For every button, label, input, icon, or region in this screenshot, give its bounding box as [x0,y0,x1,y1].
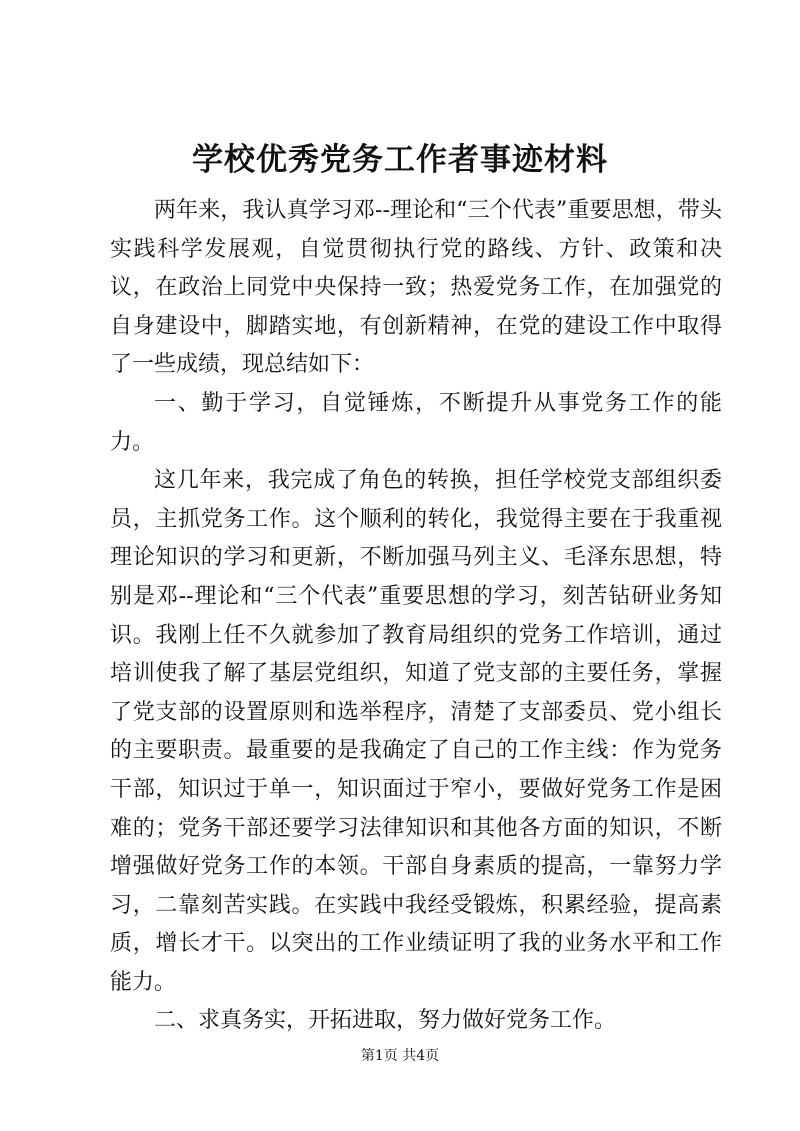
document-body [110,192,722,1041]
section-heading-1: 一、勤于学习，自觉锤炼，不断提升从事党务工作的能力。 [110,390,722,455]
paragraph-section-1: 这几年来，我完成了角色的转换，担任学校党支部组织委员，主抓党务工作。这个顺利的转化，我觉得主要在于我重视理论知识的学习和更新，不断加强马列主义、毛泽东思想，特别是邓--理论和“三个代表”重要思想的学习，刻苦钻研业务知识。我刚上任不久就参加了教育局组织的党务工作培训，通过培训使我了解了基层党组织，知道了党支部的主要任务，掌握了党支部的设置原则和选举程序，清楚了支部委员、党小组长的主要职责。最重要的是我确定了自己的工作主线：作为党务干部，知识过于单一，知识面过于窄小，要做好党务工作是困难的；党务干部还要学习法律知识和其他各方面的知识，不断增强做好党务工作的本领。干部自身素质的提高，一靠努力学习，二靠刻苦实践。在实践中我经受锻炼，积累经验，提高素质，增长才干。以突出的工作业绩证明了我的业务水平和工作能力。 [110,468,722,995]
paragraph-intro: 两年来，我认真学习邓--理论和“三个代表”重要思想，带头实践科学发展观，自觉贯彻执行党的路线、方针、政策和决议，在政治上同党中央保持一致；热爱党务工作，在加强党的自身建设中，脚踏实地，有创新精神，在党的建设工作中取得了一些成绩，现总结如下： [110,198,722,378]
document-title: 学校优秀党务工作者事迹材料 [192,142,608,178]
section-heading-2: 二、求真务实，开拓进取，努力做好党务工作。 [154,1008,617,1034]
page-number-footer: 第1页 共4页 [360,1048,440,1064]
